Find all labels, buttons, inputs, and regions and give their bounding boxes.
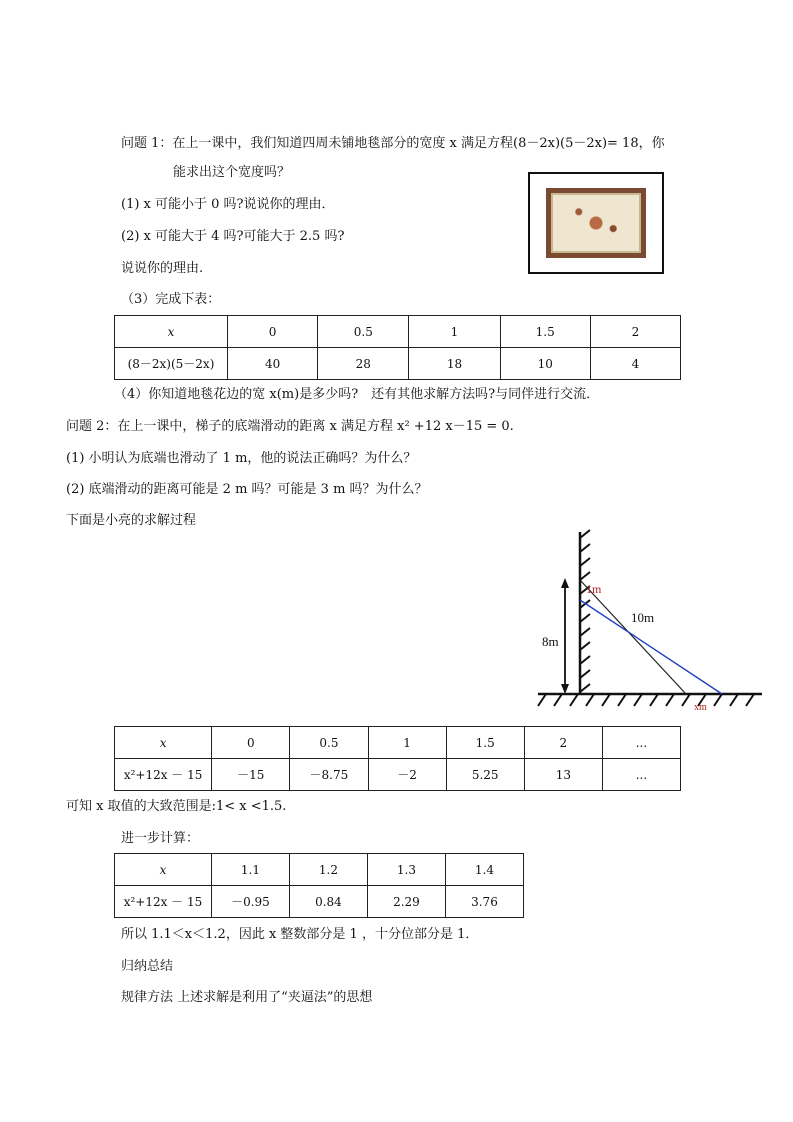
table-cell: －8.75 xyxy=(290,759,368,791)
problem2-table1 xyxy=(114,726,681,791)
problem2-further: 进一步计算： xyxy=(121,831,200,846)
table-cell: 0 xyxy=(227,316,317,348)
table-cell: 5.25 xyxy=(446,759,524,791)
label-1m: 1m xyxy=(586,582,602,596)
table-cell: x xyxy=(115,316,228,348)
problem1-question2-reason: 说说你的理由. xyxy=(121,261,204,276)
table-cell: 1.1 xyxy=(211,854,289,886)
table-cell: 1.5 xyxy=(500,316,590,348)
problem2-conclusion: 所以 1.1＜x＜1.2，因此 x 整数部分是 1 ，十分位部分是 1． xyxy=(121,927,479,942)
summary-title: 归纳总结 xyxy=(121,959,174,974)
table-cell: 1.2 xyxy=(289,854,367,886)
table-cell: x²+12x － 15 xyxy=(115,886,212,918)
table-row xyxy=(115,727,681,759)
table-cell: 1.3 xyxy=(367,854,445,886)
table-row xyxy=(115,886,524,918)
table-cell: 18 xyxy=(409,348,500,380)
table-row xyxy=(115,854,524,886)
carpet-image xyxy=(546,188,646,258)
table-cell: 1 xyxy=(368,727,446,759)
table-cell: x²+12x － 15 xyxy=(115,759,212,791)
summary-text: 规律方法 上述求解是利用了“夹逼法”的思想 xyxy=(121,990,373,1005)
problem1-statement-line2: 能求出这个宽度吗？ xyxy=(173,165,291,180)
problem1-statement-line1: 问题 1：在上一课中，我们知道四周未铺地毯部分的宽度 x 满足方程(8－2x)(5－2x)= 18，你 xyxy=(121,136,665,151)
ladder-original xyxy=(580,580,686,694)
table-cell: x xyxy=(115,854,212,886)
table-cell: 10 xyxy=(500,348,590,380)
problem2-question1: (1) 小明认为底端也滑动了 1 m，他的说法正确吗？为什么？ xyxy=(66,451,417,466)
table-cell: 0.5 xyxy=(290,727,368,759)
problem1-question4: （4）你知道地毯花边的宽 x(m)是多少吗? 还有其他求解方法吗?与同伴进行交流． xyxy=(114,387,600,402)
table-cell: 0.84 xyxy=(289,886,367,918)
table-cell: 13 xyxy=(524,759,602,791)
table-cell: (8－2x)(5－2x) xyxy=(115,348,228,380)
ground-hatching xyxy=(538,694,754,706)
carpet-picture xyxy=(528,172,664,274)
table-cell: 1.4 xyxy=(445,854,523,886)
label-10m: 10m xyxy=(631,610,655,625)
problem2-range: 可知 x 取值的大致范围是:1< x <1.5. xyxy=(66,799,287,814)
table-cell: 0 xyxy=(212,727,290,759)
table-cell: ... xyxy=(602,727,680,759)
wall-hatching xyxy=(580,530,590,692)
table-cell: 0.5 xyxy=(318,316,409,348)
problem2-table2 xyxy=(114,853,524,918)
table-cell: 3.76 xyxy=(445,886,523,918)
table-row xyxy=(115,348,681,380)
label-8m: 8m xyxy=(542,634,559,649)
table-cell: 4 xyxy=(590,348,680,380)
ladder-diagram xyxy=(530,528,766,718)
table-row xyxy=(115,316,681,348)
table-cell: －15 xyxy=(212,759,290,791)
table-cell: 2 xyxy=(524,727,602,759)
problem2-intro: 下面是小亮的求解过程 xyxy=(66,513,197,528)
problem2-question2: (2) 底端滑动的距离可能是 2 m 吗？可能是 3 m 吗？为什么？ xyxy=(66,482,428,497)
table-cell: x xyxy=(115,727,212,759)
problem2-statement: 问题 2：在上一课中，梯子的底端滑动的距离 x 满足方程 x² +12 x－15 = 0. xyxy=(66,419,514,434)
table-cell: 1.5 xyxy=(446,727,524,759)
label-xm: xm xyxy=(694,702,707,713)
table-cell: 40 xyxy=(227,348,317,380)
table-cell: 2 xyxy=(590,316,680,348)
table-cell: ... xyxy=(602,759,680,791)
problem1-table xyxy=(114,315,681,380)
problem1-question3: （3）完成下表： xyxy=(121,292,221,307)
table-cell: 2.29 xyxy=(367,886,445,918)
table-cell: －2 xyxy=(368,759,446,791)
table-cell: －0.95 xyxy=(211,886,289,918)
problem1-question2: (2) x 可能大于 4 吗?可能大于 2.5 吗? xyxy=(121,229,345,244)
problem1-question1: (1) x 可能小于 0 吗?说说你的理由． xyxy=(121,197,335,212)
table-row xyxy=(115,759,681,791)
table-cell: 1 xyxy=(409,316,500,348)
table-cell: 28 xyxy=(318,348,409,380)
